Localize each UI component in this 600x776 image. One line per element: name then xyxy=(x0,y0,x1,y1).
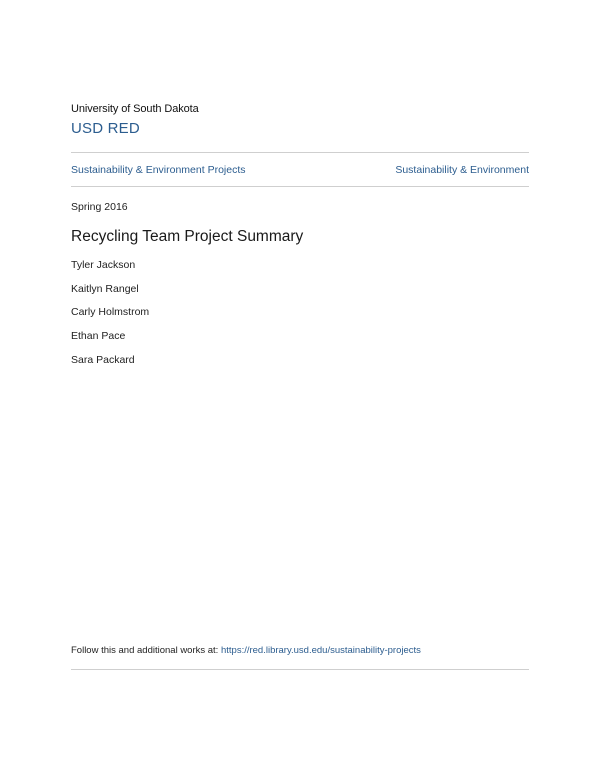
department-link[interactable]: Sustainability & Environment xyxy=(395,164,529,176)
publication-date: Spring 2016 xyxy=(71,201,128,213)
header-divider xyxy=(71,152,529,153)
author-list xyxy=(71,259,149,377)
author-name: Tyler Jackson xyxy=(71,259,136,271)
author-name: Ethan Pace xyxy=(71,330,126,343)
institution-name: University of South Dakota xyxy=(71,103,199,115)
collection-link[interactable]: Sustainability & Environment Projects xyxy=(71,164,246,176)
footer-divider xyxy=(71,669,529,670)
footer-prefix: Follow this and additional works at: xyxy=(71,645,219,656)
author-name: Carly Holmstrom xyxy=(71,306,150,319)
cover-page xyxy=(71,0,529,776)
repository-link[interactable]: USD RED xyxy=(71,120,140,137)
document-title: Recycling Team Project Summary xyxy=(71,228,304,245)
author-name: Sara Packard xyxy=(71,353,135,366)
series-divider xyxy=(71,186,529,187)
author-name: Kaitlyn Rangel xyxy=(71,282,139,295)
collection-url-link[interactable]: https://red.library.usd.edu/sustainability-projects xyxy=(220,645,421,656)
follow-footer xyxy=(71,645,421,656)
